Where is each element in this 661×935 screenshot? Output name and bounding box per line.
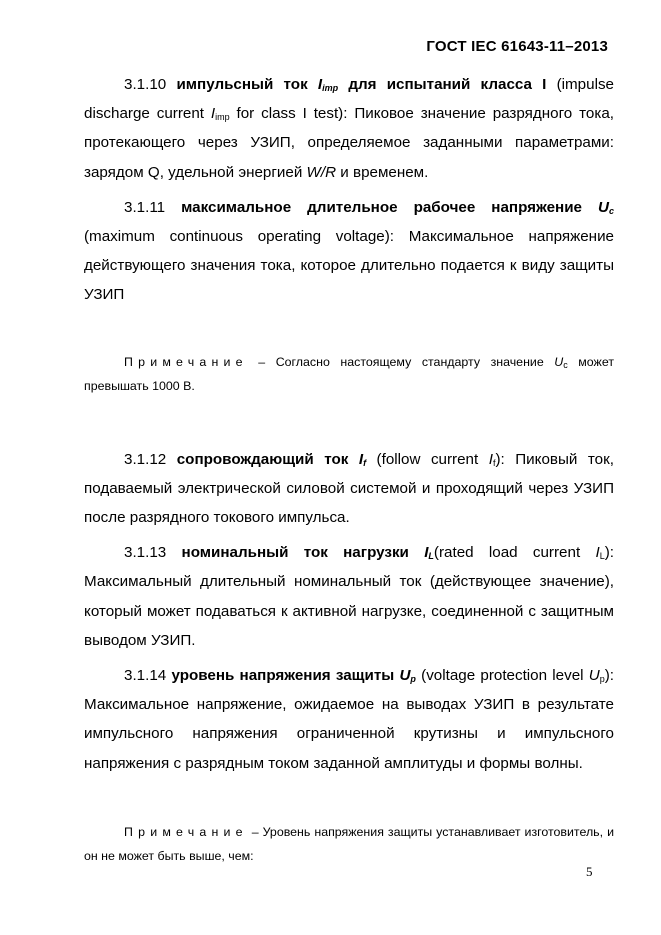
english-symbol: I xyxy=(595,544,600,562)
english-term: for class I test): xyxy=(229,105,355,123)
spacer xyxy=(84,399,614,445)
clause-3-1-12 xyxy=(84,445,614,533)
symbol-subscript: imp xyxy=(215,112,230,123)
english-term: ): xyxy=(604,544,614,562)
document-header: ГОСТ IEC 61643-11–2013 xyxy=(426,38,608,55)
term-symbol xyxy=(318,76,338,93)
document-body xyxy=(84,70,614,869)
clause-number: 3.1.13 xyxy=(124,544,167,562)
term-symbol xyxy=(598,199,614,216)
term-text: импульсный ток xyxy=(176,76,318,93)
english-symbol: U xyxy=(588,667,600,685)
definition-symbol: W/R xyxy=(306,163,337,181)
definition: Максимальное напряжение, ожидаемое на выводах УЗИП в результате импульсного напряжения ограниченной крутизны и импульсного напряжения с разрядным током заданной амплитуды и формы волны. xyxy=(84,696,614,772)
symbol-letter: U xyxy=(598,198,609,216)
english-term: ): xyxy=(604,667,614,685)
symbol-subscript: p xyxy=(599,674,605,685)
term xyxy=(182,544,434,561)
symbol-letter: I xyxy=(424,544,429,562)
spacer xyxy=(84,778,614,820)
english-term: (maximum continuous operating voltage): xyxy=(84,228,409,246)
note-text: – Согласно настоящему стандарту значение xyxy=(247,354,555,369)
note-label: Примечание xyxy=(124,824,248,839)
note-symbol: U xyxy=(554,354,564,369)
clause-3-1-10 xyxy=(84,70,614,187)
term-text: для испытаний класса I xyxy=(338,76,547,93)
symbol-subscript: c xyxy=(563,359,568,370)
clause-3-1-11 xyxy=(84,193,614,310)
term-text: уровень напряжения защиты xyxy=(171,667,400,685)
term-symbol xyxy=(359,451,366,468)
clause-number: 3.1.10 xyxy=(124,76,167,93)
english-term: (follow current xyxy=(366,450,489,468)
note-text: – Уровень напряжения защиты устанавливает изготовитель, и он не может быть выше, чем: xyxy=(84,824,614,864)
term-text: номинальный ток нагрузки xyxy=(181,544,425,562)
clause-3-1-13 xyxy=(84,538,614,655)
note-text: может превышать 1000 В. xyxy=(84,354,614,394)
english-symbol: I xyxy=(488,450,493,468)
definition: Максимальное напряжение действующего значения тока, которое длительно подается к виду защиты УЗИП xyxy=(84,228,615,304)
clause-number: 3.1.14 xyxy=(124,667,167,685)
symbol-letter: I xyxy=(317,76,323,93)
page-number: 5 xyxy=(586,864,593,879)
term-text: максимальное длительное рабочее напряжение xyxy=(181,198,598,216)
symbol-subscript: f xyxy=(363,457,367,468)
term xyxy=(171,667,415,684)
symbol-letter: U xyxy=(399,667,411,685)
definition: Пиковый ток, подаваемый электрической силовой системой и проходящий через УЗИП после разрядного токового импульса. xyxy=(84,450,614,527)
clause-number: 3.1.11 xyxy=(124,198,166,216)
definition: Пиковое значение разрядного тока, протекающего через УЗИП, определяемое заданными параметрами: зарядом Q, удельной энергией xyxy=(84,105,615,181)
symbol-letter: I xyxy=(358,450,364,468)
clause-number: 3.1.12 xyxy=(124,450,167,468)
symbol-subscript: imp xyxy=(322,83,339,93)
term-symbol xyxy=(424,544,434,561)
english-term: (voltage protection level xyxy=(415,667,589,685)
note-2 xyxy=(84,820,614,869)
english-term: ): xyxy=(495,450,516,468)
note-label: Примечание xyxy=(124,354,248,369)
definition: Максимальный длительный номинальный ток (действующее значение), который может подаваться к активной нагрузке, соединенной с защитным выводом УЗИП. xyxy=(84,573,614,649)
symbol-letter: I xyxy=(210,105,216,123)
english-term: (impulse discharge current xyxy=(84,76,614,123)
term-text: сопровождающий ток xyxy=(176,450,359,468)
term-symbol xyxy=(399,667,415,684)
term xyxy=(176,76,546,93)
clause-3-1-14 xyxy=(84,661,614,778)
note-1 xyxy=(84,350,614,399)
symbol-subscript: L xyxy=(599,551,605,562)
term xyxy=(181,199,614,216)
term xyxy=(177,451,366,468)
spacer xyxy=(84,310,614,350)
english-term: (rated load current xyxy=(433,544,596,562)
symbol-subscript: c xyxy=(608,205,614,216)
symbol-subscript: p xyxy=(410,674,416,685)
definition: и временем. xyxy=(336,163,429,181)
symbol-subscript: L xyxy=(428,551,434,562)
symbol-subscript: f xyxy=(492,457,496,468)
